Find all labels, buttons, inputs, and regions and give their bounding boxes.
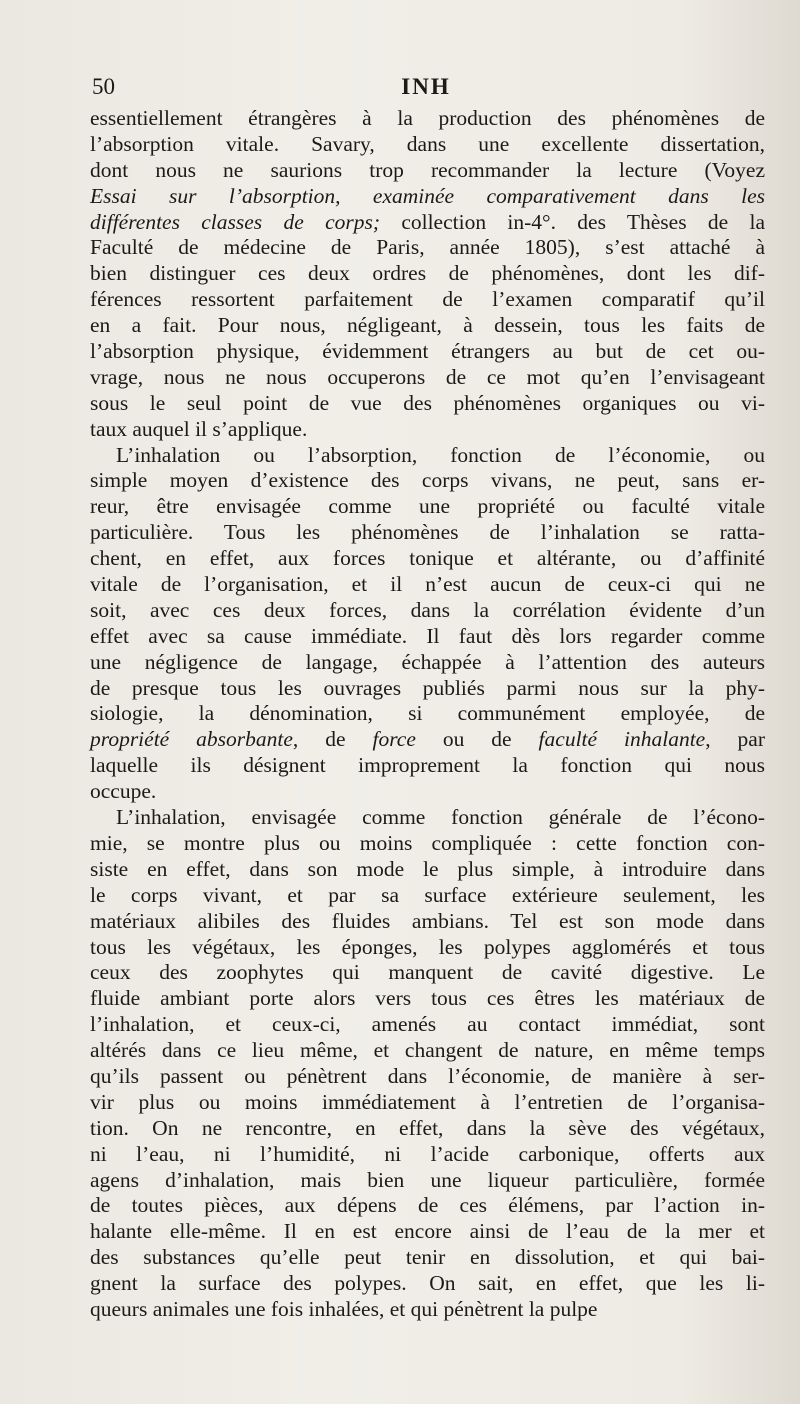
text-line: l’absorption physique, évidemment étrangers au but de cet ou- — [90, 339, 765, 364]
text-line: férences ressortent parfaitement de l’examen comparatif qu’il — [90, 287, 765, 312]
text-line — [90, 727, 765, 753]
text-line: de toutes pièces, aux dépens de ces élémens, par l’action in- — [90, 1193, 765, 1218]
text-line: occupe. — [90, 779, 157, 804]
text-line — [90, 184, 765, 210]
text-line: gnent la surface des polypes. On sait, en effet, que les li- — [90, 1271, 765, 1296]
text-line: bien distinguer ces deux ordres de phénomènes, dont les dif- — [90, 261, 765, 286]
paragraph — [90, 443, 765, 805]
italic-text: Essai sur l’absorption, examinée comparativement dans les — [90, 183, 765, 208]
body-text — [90, 106, 765, 1323]
text-line: taux auquel il s’applique. — [90, 416, 308, 441]
text-line: Faculté de médecine de Paris, année 1805), s’est attaché à — [90, 235, 765, 260]
text-line: l’absorption vitale. Savary, dans une excellente dissertation, — [90, 131, 765, 156]
text-line: chent, en effet, aux forces tonique et altérante, ou d’affinité — [90, 546, 765, 571]
text-line: matériaux alibiles des fluides ambians. Tel est son mode dans — [90, 908, 765, 933]
text-line: reur, être envisagée comme une propriété ou faculté vitale — [90, 494, 765, 519]
text-line: altérés dans ce lieu même, et changent de nature, en même temps — [90, 1038, 765, 1063]
text-line: le corps vivant, et par sa surface extérieure seulement, les — [90, 882, 765, 907]
text-line: mie, se montre plus ou moins compliquée : cette fonction con- — [90, 830, 765, 855]
text-line: en a fait. Pour nous, négligeant, à dessein, tous les faits de — [90, 313, 765, 338]
text-line: vitale de l’organisation, et il n’est aucun de ceux-ci qui ne — [90, 572, 765, 597]
text-line: qu’ils passent ou pénètrent dans l’économie, de manière à ser- — [90, 1063, 765, 1088]
text-line: L’inhalation, envisagée comme fonction générale de l’écono- — [116, 805, 765, 830]
text-line: simple moyen d’existence des corps vivans, ne peut, sans er- — [90, 468, 765, 493]
text-line: tion. On ne rencontre, en effet, dans la sève des végétaux, — [90, 1115, 765, 1140]
text-segment: , par — [705, 727, 765, 752]
text-line: des substances qu’elle peut tenir en dissolution, et qui bai- — [90, 1245, 765, 1270]
italic-text: propriété absorbante — [90, 727, 293, 752]
text-line: vrage, nous ne nous occuperons de ce mot qu’en l’envisageant — [90, 364, 765, 389]
text-line: siste en effet, dans son mode le plus simple, à introduire dans — [90, 856, 765, 881]
paragraph — [90, 106, 765, 443]
text-line: particulière. Tous les phénomènes de l’inhalation se ratta- — [90, 520, 765, 545]
text-line: halante elle-même. Il en est encore ainsi de l’eau de la mer et — [90, 1219, 765, 1244]
text-line: queurs animales une fois inhalées, et qui pénètrent la pulpe — [90, 1296, 598, 1321]
text-line: soit, avec ces deux forces, dans la corrélation évidente d’un — [90, 597, 765, 622]
text-line: tous les végétaux, les éponges, les polypes agglomérés et tous — [90, 934, 765, 959]
text-line: siologie, la dénomination, si communément employée, de — [90, 701, 765, 726]
text-line: vir plus ou moins immédiatement à l’entretien de l’organisa- — [90, 1089, 765, 1114]
text-line: laquelle ils désignent improprement la fonction qui nous — [90, 753, 765, 778]
text-segment: , de — [292, 727, 373, 752]
text-line: dont nous ne saurions trop recommander la lecture (Voyez — [90, 157, 765, 182]
text-line: effet avec sa cause immédiate. Il faut dès lors regarder comme — [90, 623, 765, 648]
italic-text: faculté inhalante — [538, 727, 706, 752]
text-line: fluide ambiant porte alors vers tous ces êtres les matériaux de — [90, 986, 765, 1011]
text-line: l’inhalation, et ceux-ci, amenés au contact immédiat, sont — [90, 1012, 765, 1037]
text-line: ni l’eau, ni l’humidité, ni l’acide carbonique, offerts aux — [90, 1141, 765, 1166]
page-header — [92, 74, 760, 104]
text-line: essentiellement étrangères à la production des phénomènes de — [90, 106, 765, 130]
italic-text: différentes classes de corps; — [90, 209, 381, 234]
text-segment: collection in-4°. des Thèses de la — [380, 209, 765, 234]
text-line: agens d’inhalation, mais bien une liqueur particulière, formée — [90, 1167, 765, 1192]
text-line: L’inhalation ou l’absorption, fonction de l’économie, ou — [116, 442, 765, 467]
text-line: sous le seul point de vue des phénomènes organiques ou vi- — [90, 390, 765, 415]
paragraph — [90, 805, 765, 1323]
text-segment: ou de — [415, 727, 539, 752]
text-line — [90, 210, 765, 236]
running-head: INH — [401, 74, 451, 99]
page-number: 50 — [92, 74, 115, 99]
text-line: de presque tous les ouvrages publiés parmi nous sur la phy- — [90, 675, 765, 700]
text-line: ceux des zoophytes qui manquent de cavité digestive. Le — [90, 960, 765, 985]
italic-text: force — [372, 727, 416, 752]
text-line: une négligence de langage, échappée à l’attention des auteurs — [90, 649, 765, 674]
